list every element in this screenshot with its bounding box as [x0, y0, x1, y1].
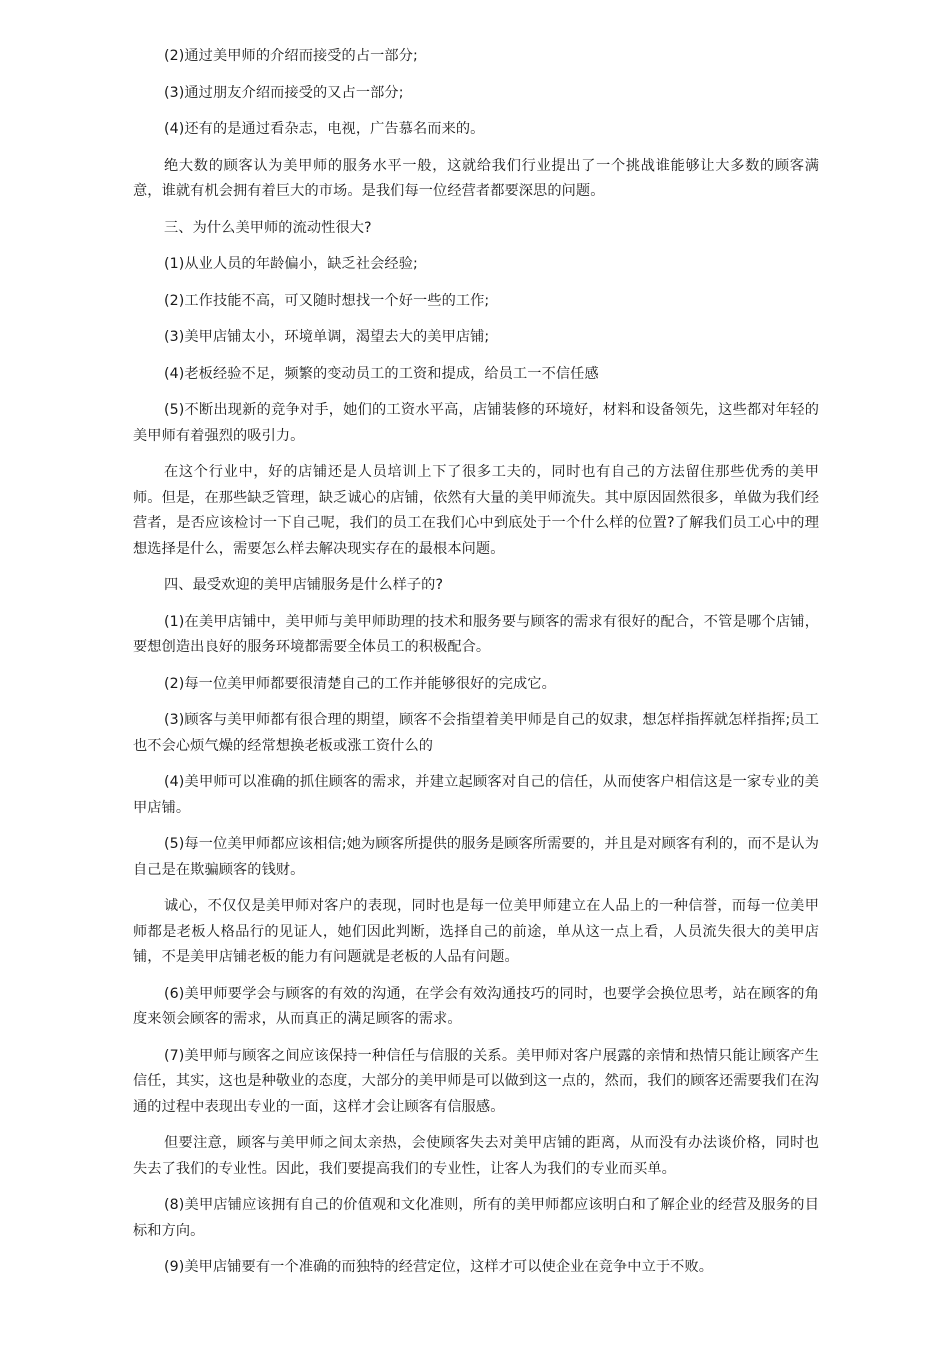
paragraph: (4)老板经验不足，频繁的变动员工的工资和提成，给员工一不信任感 — [164, 365, 599, 382]
paragraph: (3)通过朋友介绍而接受的又占一部分; — [164, 84, 404, 101]
paragraph: (8)美甲店铺应该拥有自己的价值观和文化准则，所有的美甲师都应该明白和了解企业的经营及服务的目标和方向。 — [133, 1197, 819, 1239]
paragraph: 在这个行业中，好的店铺还是人员培训上下了很多工夫的，同时也有自己的方法留住那些优秀的美甲师。但是，在那些缺乏管理，缺乏诚心的店铺，依然有大量的美甲师流失。其中原因固然很多，单做为我们经营者，是否应该检讨一下自己呢，我们的员工在我们心中到底处于一个什么样的位置?了解我们员工心中的理想选择是什么，需要怎么样去解决现实存在的最根本问题。 — [133, 464, 819, 557]
paragraph: (2)通过美甲师的介绍而接受的占一部分; — [164, 48, 418, 64]
paragraph: 诚心，不仅仅是美甲师对客户的表现，同时也是每一位美甲师建立在人品上的一种信誉，而每一位美甲师都是老板人格品行的见证人，她们因此判断，选择自己的前途，单从这一点上看，人员流失很大的美甲店铺，不是美甲店铺老板的能力有问题就是老板的人品有问题。 — [133, 898, 819, 965]
paragraph: (3)美甲店铺太小，环境单调，渴望去大的美甲店铺; — [164, 329, 490, 345]
section-heading: 四、最受欢迎的美甲店铺服务是什么样子的? — [164, 577, 444, 593]
paragraph: (1)在美甲店铺中，美甲师与美甲师助理的技术和服务要与顾客的需求有很好的配合，不管是哪个店铺，要想创造出良好的服务环境都需要全体员工的积极配合。 — [133, 613, 819, 655]
paragraph: (5)不断出现新的竞争对手，她们的工资水平高，店铺装修的环境好，材料和设备领先，这些都对年轻的美甲师有着强烈的吸引力。 — [133, 402, 819, 444]
paragraph: (1)从业人员的年龄偏小，缺乏社会经验; — [164, 256, 418, 272]
paragraph: 绝大数的顾客认为美甲师的服务水平一般，这就给我们行业提出了一个挑战谁能够让大多数的顾客满意，谁就有机会拥有着巨大的市场。是我们每一位经营者都要深思的问题。 — [133, 157, 819, 199]
document-page — [133, 44, 819, 1292]
paragraph: (5)每一位美甲师都应该相信;她为顾客所提供的服务是顾客所需要的，并且是对顾客有利的，而不是认为自己是在欺骗顾客的钱财。 — [133, 836, 819, 878]
paragraph: (7)美甲师与顾客之间应该保持一种信任与信服的关系。美甲师对客户展露的亲情和热情只能让顾客产生信任，其实，这也是种敬业的态度，大部分的美甲师是可以做到这一点的，然而，我们的顾客还需要我们在沟通的过程中表现出专业的一面，这样才会让顾客有信服感。 — [133, 1047, 819, 1115]
section-heading: 三、为什么美甲师的流动性很大? — [164, 219, 372, 236]
paragraph: (4)美甲师可以准确的抓住顾客的需求，并建立起顾客对自己的信任，从而使客户相信这是一家专业的美甲店铺。 — [133, 774, 819, 816]
paragraph: (9)美甲店铺要有一个准确的而独特的经营定位，这样才可以使企业在竞争中立于不败。 — [164, 1259, 714, 1275]
paragraph: (6)美甲师要学会与顾客的有效的沟通，在学会有效沟通技巧的同时，也要学会换位思考，站在顾客的角度来领会顾客的需求，从而真正的满足顾客的需求。 — [133, 985, 819, 1027]
paragraph: (3)顾客与美甲师都有很合理的期望，顾客不会指望着美甲师是自己的奴隶，想怎样指挥就怎样指挥;员工也不会心烦气燥的经常想换老板或涨工资什么的 — [133, 712, 819, 754]
paragraph: (2)工作技能不高，可又随时想找一个好一些的工作; — [164, 292, 490, 309]
paragraph: (4)还有的是通过看杂志，电视，广告慕名而来的。 — [164, 121, 485, 137]
paragraph: 但要注意，顾客与美甲师之间太亲热，会使顾客失去对美甲店铺的距离，从而没有办法谈价格，同时也失去了我们的专业性。因此，我们要提高我们的专业性，让客人为我们的专业而买单。 — [133, 1135, 819, 1177]
paragraph: (2)每一位美甲师都要很清楚自己的工作并能够很好的完成它。 — [164, 675, 556, 692]
